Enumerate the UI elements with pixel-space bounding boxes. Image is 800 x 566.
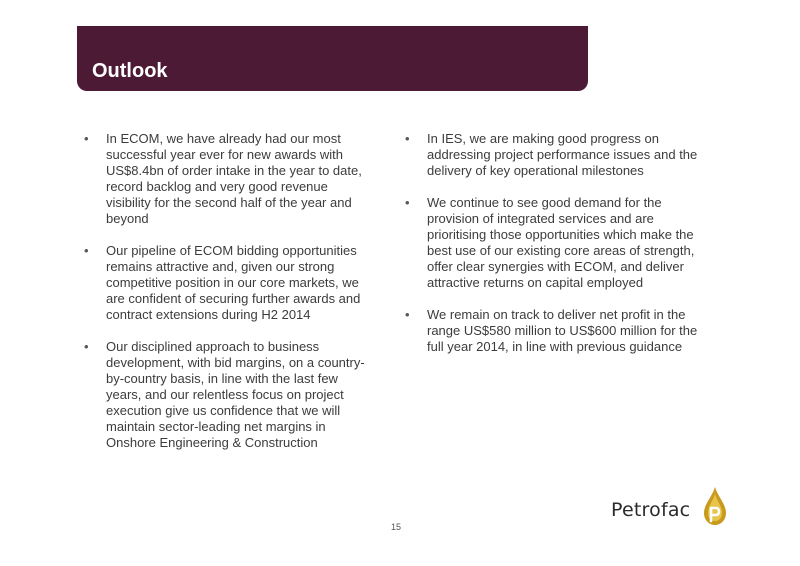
slide-title: Outlook: [92, 60, 168, 82]
bullet-dot: •: [84, 339, 89, 354]
bullet-item: [84, 339, 374, 451]
right-column: [405, 131, 710, 371]
bullet-dot: •: [405, 307, 410, 322]
bullet-text: We remain on track to deliver net profit in the range US$580 million to US$600 million for the full year 2014, in line with previous guidance: [427, 307, 698, 354]
bullet-item: [405, 131, 710, 179]
oil-drop-p-icon: [702, 486, 728, 526]
bullet-text: Our disciplined approach to business development, with bid margins, on a country-by-country basis, in line with the last few years, and our relentless focus on project execution give us confidence that we will maintain sector-leading net margins in Onshore Engineering & Construction: [106, 339, 365, 450]
bullet-dot: •: [84, 243, 89, 258]
bullet-item: [84, 243, 374, 323]
bullet-text: In IES, we are making good progress on addressing project performance issues and the delivery of key operational milestones: [427, 131, 698, 178]
bullet-text: In ECOM, we have already had our most successful year ever for new awards with US$8.4bn of order intake in the year to date, record backlog and very good revenue visibility for the second half of the year and beyond: [106, 131, 362, 226]
left-column: [84, 131, 374, 467]
bullet-dot: •: [405, 195, 410, 210]
petrofac-logo: [611, 486, 731, 528]
page-number: 15: [391, 522, 402, 532]
logo-text: Petrofac: [611, 499, 691, 521]
title-bar: [77, 26, 588, 91]
bullet-text: Our pipeline of ECOM bidding opportunities remains attractive and, given our strong competitive position in our core markets, we are confident of securing further awards and contract extensions during H2 2014: [106, 243, 361, 322]
bullet-dot: •: [84, 131, 89, 146]
bullet-item: [405, 307, 710, 355]
bullet-dot: •: [405, 131, 410, 146]
bullet-text: We continue to see good demand for the provision of integrated services and are prioritising those opportunities which make the best use of our existing core areas of strength, offer clear synergies with ECOM, and deliver attractive returns on capital employed: [427, 195, 695, 290]
bullet-item: [405, 195, 710, 291]
bullet-item: [84, 131, 374, 227]
